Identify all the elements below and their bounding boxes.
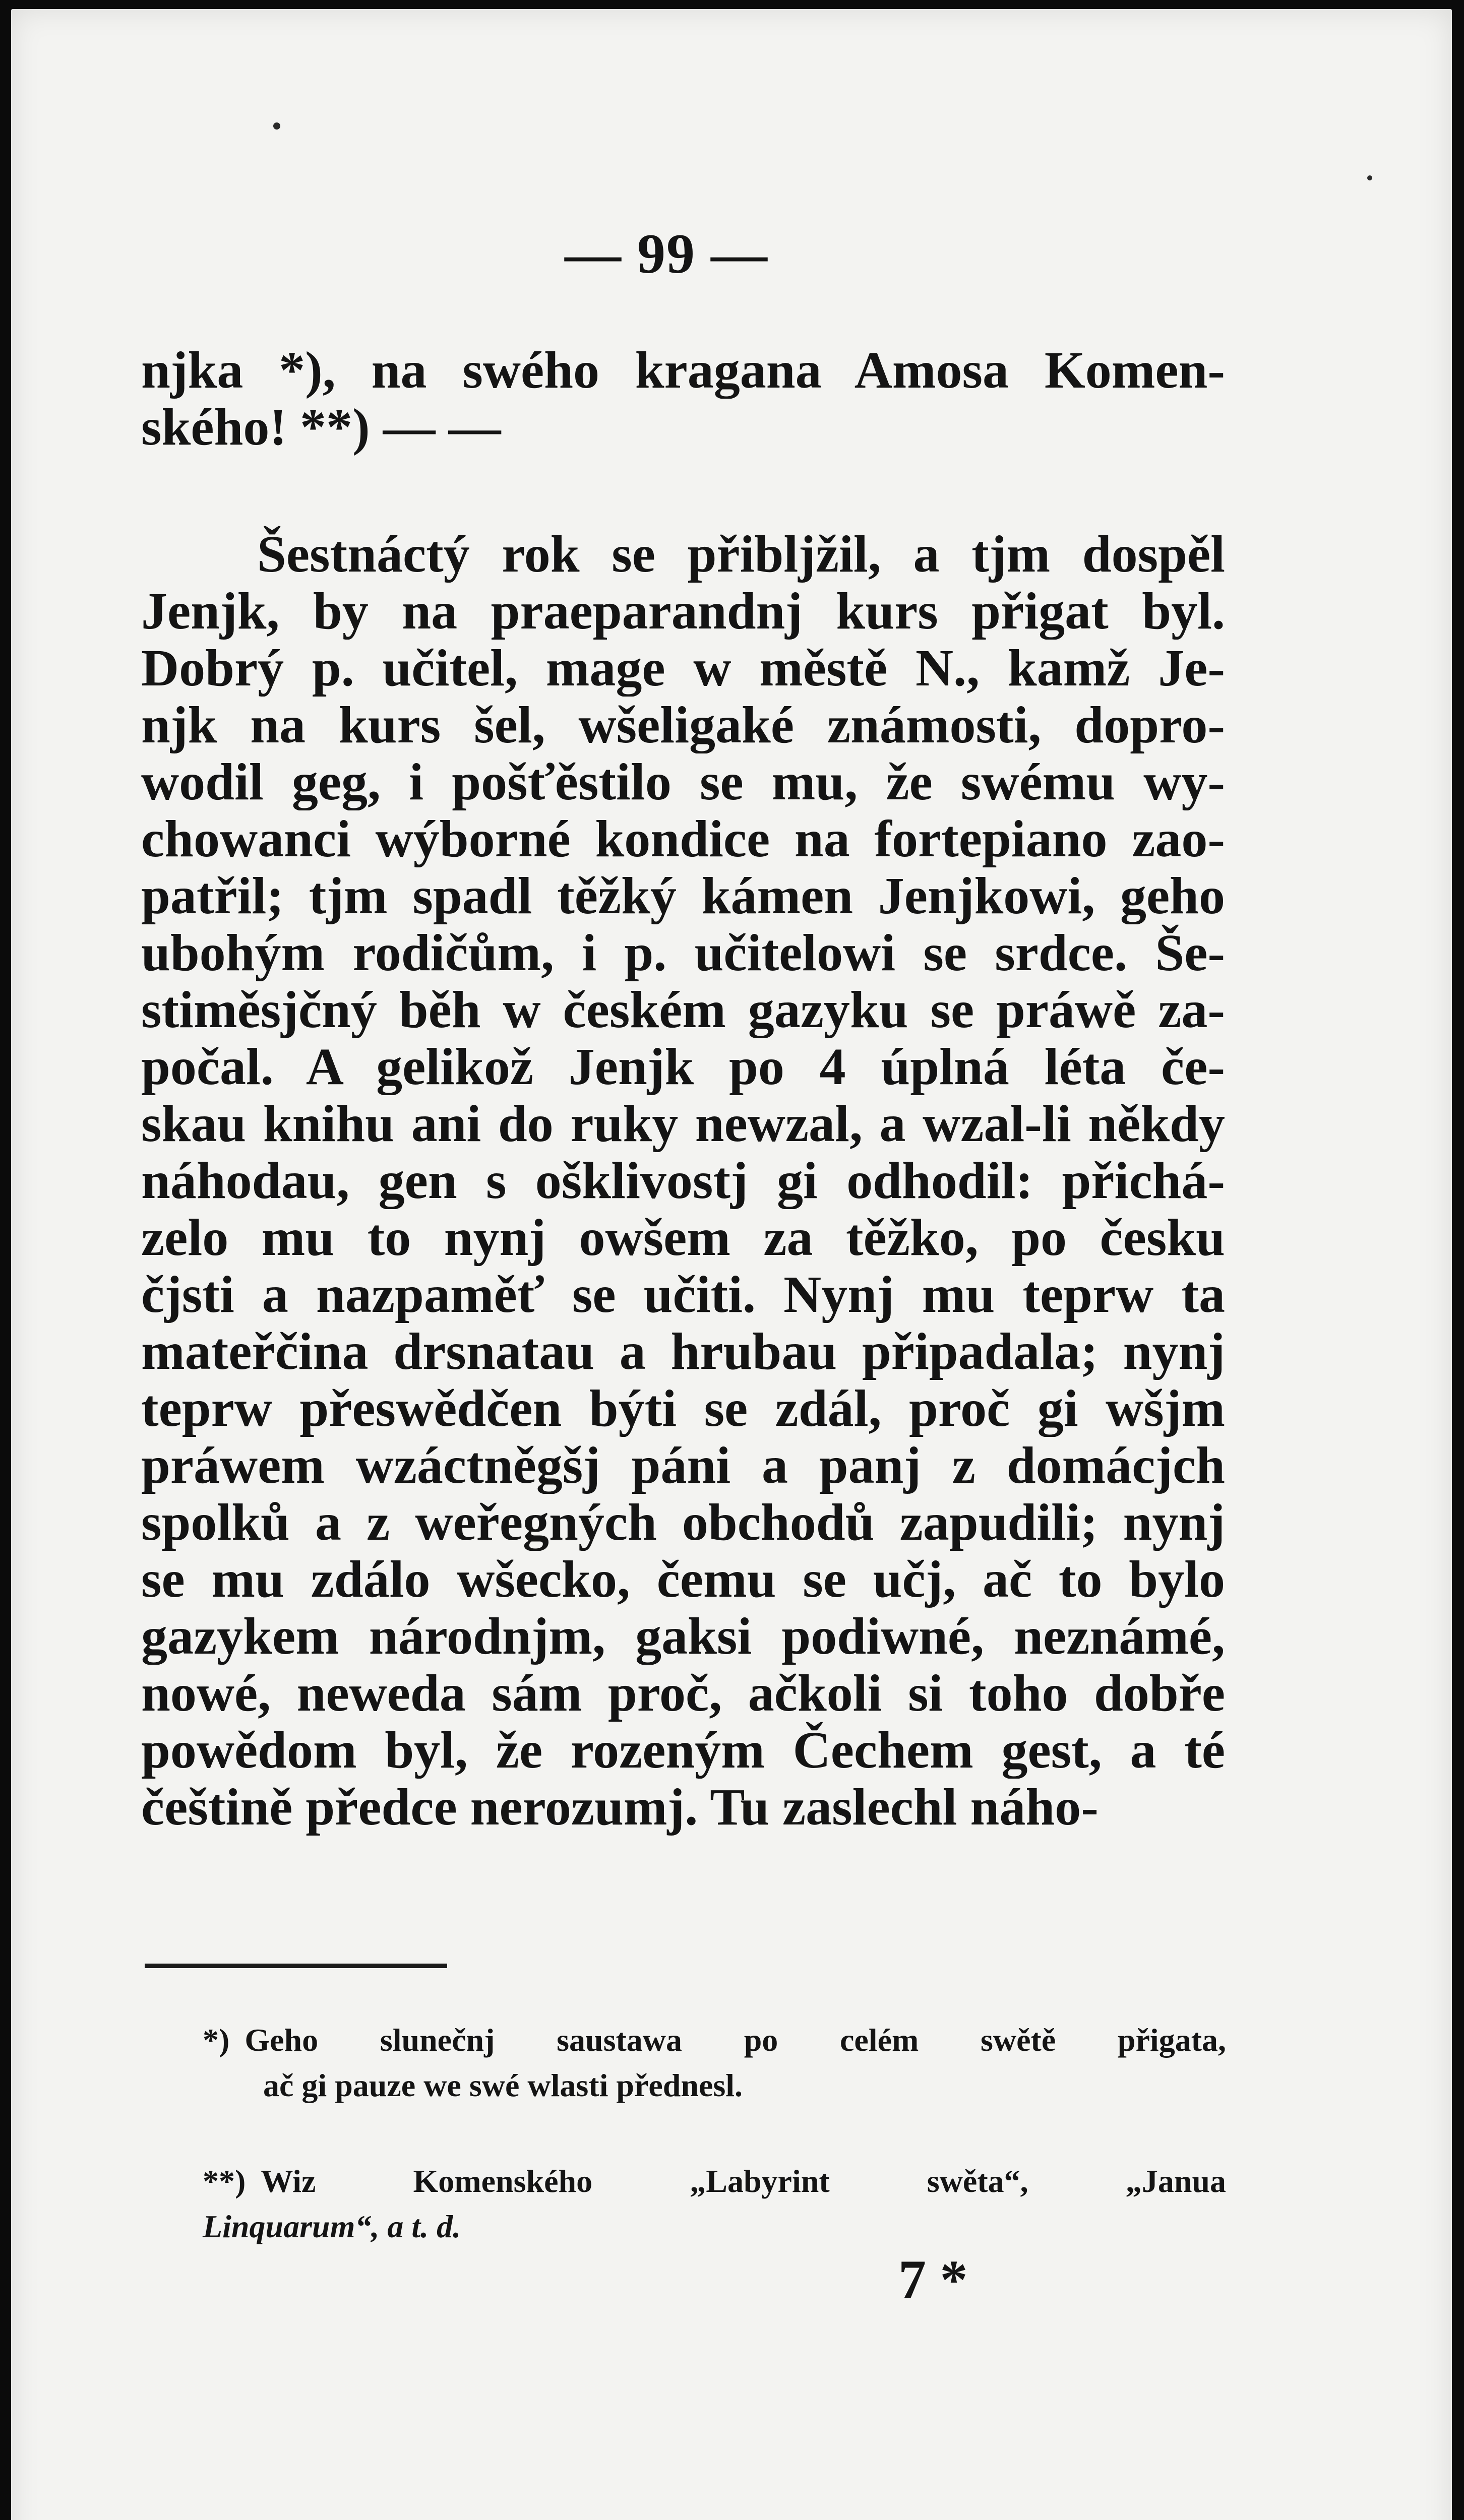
ink-speck [273, 122, 280, 130]
text-line: ubohým rodičům, i p. učitelowi se srdce. Še- [141, 924, 1225, 981]
text-line: gazykem národnjm, gaksi podiwné, neznámé, [141, 1608, 1225, 1665]
signature-mark: 7 * [898, 2249, 968, 2310]
footnote-line [203, 2204, 1226, 2249]
text-line: práwem wzáctněgšj páni a panj z domácjch [141, 1437, 1225, 1494]
text-line: čjsti a nazpaměť se učiti. Nynj mu teprw ta [141, 1266, 1225, 1323]
text-line: powědom byl, že rozeným Čechem gest, a té [141, 1722, 1225, 1779]
intro-text [141, 342, 1225, 456]
footnote-text: Geho slunečnj saustawa po celém swětě přigata, [245, 2022, 1226, 2058]
text-line: teprw přeswědčen býti se zdál, proč gi wšjm [141, 1380, 1225, 1437]
text-line: patřil; tjm spadl těžký kámen Jenjkowi, geho [141, 867, 1225, 924]
text-line: nowé, neweda sám proč, ačkoli si toho dobře [141, 1665, 1225, 1722]
text-line: njka *), na swého kragana Amosa Komen- [141, 342, 1225, 399]
text-line: stiměsjčný běh w českém gazyku se práwě za- [141, 981, 1225, 1038]
text-line: njk na kurs šel, wšeligaké známosti, dopro- [141, 697, 1225, 753]
footnote-2 [203, 2159, 1226, 2249]
text-line: Šestnáctý rok se přibljžil, a tjm dospěl [257, 526, 1225, 583]
text-line: ského! **) — — [141, 399, 501, 456]
footnote-line [203, 2159, 1226, 2204]
text-line: se mu zdálo wšecko, čemu se učj, ač to bylo [141, 1551, 1225, 1608]
ink-speck [1367, 175, 1372, 180]
footnote-text: Wiz Komenského „Labyrint swěta“, „Janua [261, 2163, 1226, 2199]
footnote-text: Linquarum“, a t. d. [203, 2209, 461, 2244]
text-line: chowanci wýborné kondice na fortepiano zao- [141, 810, 1225, 867]
footnote-1 [203, 2018, 1226, 2108]
text-line: Dobrý p. učitel, mage w městě N., kamž Je- [141, 640, 1225, 697]
text-line: mateřčina drsnatau a hrubau připadala; nynj [141, 1323, 1225, 1380]
footnote-line [203, 2018, 1226, 2063]
text-line: skau knihu ani do ruky newzal, a wzal-li někdy [141, 1095, 1225, 1152]
footnote-rule [145, 1964, 447, 1968]
text-line: zelo mu to nynj owšem za těžko, po česku [141, 1209, 1225, 1266]
text-line: wodil geg, i pošťěstilo se mu, že swému wy- [141, 753, 1225, 810]
footnote-mark: *) [203, 2022, 230, 2058]
text-line: češtině předce nerozumj. Tu zaslechl náho- [141, 1779, 1099, 1836]
text-line: náhodau, gen s ošklivostj gi odhodil: přichá- [141, 1152, 1225, 1209]
text-line: počal. A gelikož Jenjk po 4 úplná léta če- [141, 1038, 1225, 1095]
footnote-mark: **) [203, 2163, 246, 2199]
main-paragraph [141, 526, 1225, 1836]
text-line: Jenjk, by na praeparandnj kurs přigat byl. [141, 583, 1225, 640]
text-line: spolků a z weřegných obchodů zapudili; nynj [141, 1494, 1225, 1551]
book-page [11, 9, 1452, 2520]
page-number: — 99 — [565, 223, 768, 285]
footnote-line: ač gi pauze we swé wlasti přednesl. [263, 2067, 743, 2103]
